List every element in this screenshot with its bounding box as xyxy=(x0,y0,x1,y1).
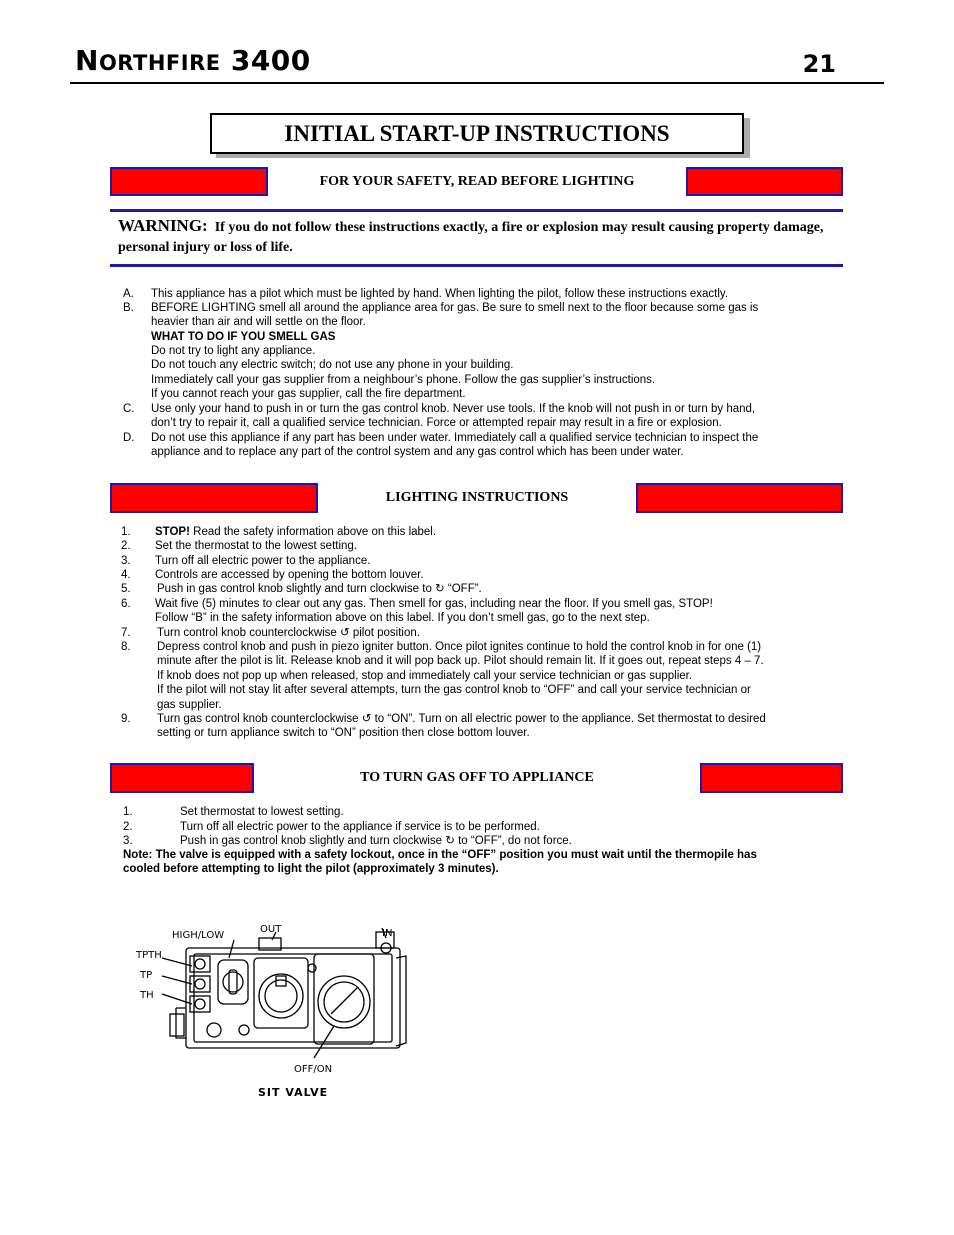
label-tp: TP xyxy=(140,970,153,981)
step-line: If knob does not pop up when released, stop and immediately call your service technician or gas supplier. xyxy=(157,669,693,682)
step-text: Read the safety information above on this label. xyxy=(189,526,437,538)
step-label: 4. xyxy=(121,569,131,581)
red-bar-right xyxy=(700,763,843,793)
warning-top-rule xyxy=(110,209,843,212)
step-label: 9. xyxy=(121,713,131,725)
item-line: Do not use this appliance if any part has been under water. Immediately call a qualified service technician to inspect the xyxy=(151,432,759,444)
main-title: INITIAL START-UP INSTRUCTIONS xyxy=(210,113,744,154)
step-line: Turn off all electric power to the appliance if service is to be performed. xyxy=(180,821,540,833)
item-label: A. xyxy=(123,288,134,300)
red-bar-left xyxy=(110,483,318,513)
note-line: cooled before attempting to light the pilot (approximately 3 minutes). xyxy=(123,863,499,876)
warning-label: WARNING: xyxy=(118,216,208,235)
step-line: setting or turn appliance switch to “ON” position then close bottom louver. xyxy=(157,727,530,740)
step-label: 1. xyxy=(121,526,131,538)
safety-heading: FOR YOUR SAFETY, READ BEFORE LIGHTING xyxy=(319,174,635,189)
label-off-on: OFF/ON xyxy=(294,1064,333,1075)
item-label: B. xyxy=(123,302,134,314)
step-line: Turn off all electric power to the appliance. xyxy=(155,555,371,567)
step-line: minute after the pilot is lit. Release knob and it will pop back up. Pilot should remain lit. If it goes out, repeat steps 4 – 7. xyxy=(157,655,764,668)
step-line: If the pilot will not stay lit after several attempts, turn the gas control knob to “OFF” and call your service technician or xyxy=(157,684,751,697)
valve-drawing xyxy=(134,918,414,1103)
lighting-heading: LIGHTING INSTRUCTIONS xyxy=(385,490,569,505)
label-in: IN xyxy=(382,928,393,939)
step-line: Wait five (5) minutes to clear out any gas. Then smell for gas, including near the floor. If you smell gas, STOP! xyxy=(155,598,713,610)
step-line: Follow “B” in the safety information above on this label. If you don’t smell gas, go to the next step. xyxy=(155,612,650,625)
step-label: 3. xyxy=(121,555,131,567)
page-number: 21 xyxy=(802,50,836,78)
step-line: Push in gas control knob slightly and turn clockwise ↻ to “OFF”, do not force. xyxy=(180,835,572,847)
item-line: If you cannot reach your gas supplier, call the fire department. xyxy=(151,388,466,401)
step-label: 6. xyxy=(121,598,131,610)
item-line: don’t try to repair it, call a qualified service technician. Force or attempted repair may result in a fire or explosion. xyxy=(151,417,722,430)
sit-valve-diagram xyxy=(134,918,414,1103)
step-label: 3. xyxy=(123,835,133,847)
step-label: 8. xyxy=(121,641,131,653)
step-line: Turn control knob counterclockwise ↺ pilot position. xyxy=(157,627,420,639)
step-lead: STOP! xyxy=(155,526,190,538)
red-bar-right xyxy=(636,483,843,513)
figure-caption: SIT VALVE xyxy=(258,1086,329,1099)
item-line: Use only your hand to push in or turn the gas control knob. Never use tools. If the knob will not push in or turn by hand, xyxy=(151,403,756,415)
red-bar-right xyxy=(686,167,843,196)
step-line: Set thermostat to lowest setting. xyxy=(180,806,344,818)
label-th: TH xyxy=(140,990,154,1001)
step-line: Controls are accessed by opening the bottom louver. xyxy=(155,569,424,581)
step-line: gas supplier. xyxy=(157,698,222,711)
item-line: WHAT TO DO IF YOU SMELL GAS xyxy=(151,331,336,343)
step-line: Set the thermostat to the lowest setting. xyxy=(155,540,357,552)
label-high-low: HIGH/LOW xyxy=(172,930,225,941)
label-out: OUT xyxy=(260,924,282,935)
item-line: Do not try to light any appliance. xyxy=(151,345,316,357)
warning-block xyxy=(118,216,838,258)
gas-off-heading: TO TURN GAS OFF TO APPLIANCE xyxy=(360,770,594,785)
document-title: NORTHFIRE 3400 xyxy=(75,44,311,77)
step-line: Depress control knob and push in piezo igniter button. Once pilot ignites continue to hold the control knob in for one (1) xyxy=(157,641,762,653)
step-line xyxy=(155,525,436,539)
item-label: D. xyxy=(123,432,135,444)
label-tpth: TPTH xyxy=(136,950,162,961)
red-bar-left xyxy=(110,167,268,196)
note-line: Note: The valve is equipped with a safety lockout, once in the “OFF” position you must wait until the thermopile has xyxy=(123,849,757,861)
item-line: heavier than air and will settle on the floor. xyxy=(151,316,366,329)
step-label: 1. xyxy=(123,806,133,818)
step-label: 7. xyxy=(121,627,131,639)
item-line: BEFORE LIGHTING smell all around the appliance area for gas. Be sure to smell next to the floor because some gas is xyxy=(151,302,759,314)
warning-text: If you do not follow these instructions exactly, a fire or explosion may result causing property damage, personal injury or loss of life. xyxy=(118,220,824,255)
step-line: Push in gas control knob slightly and turn clockwise to ↻ “OFF”. xyxy=(157,583,482,595)
item-label: C. xyxy=(123,403,135,415)
warning-bottom-rule xyxy=(110,264,843,267)
header-rule xyxy=(70,82,884,84)
step-label: 2. xyxy=(121,540,131,552)
item-line: Immediately call your gas supplier from a neighbour’s phone. Follow the gas supplier’s instructions. xyxy=(151,373,656,386)
item-line: Do not touch any electric switch; do not use any phone in your building. xyxy=(151,359,514,372)
item-line: This appliance has a pilot which must be lighted by hand. When lighting the pilot, follow these instructions exactly. xyxy=(151,288,729,300)
step-label: 2. xyxy=(123,821,133,833)
step-label: 5. xyxy=(121,583,131,595)
step-line: Turn gas control knob counterclockwise ↺ to “ON”. Turn on all electric power to the appliance. Set thermostat to desired xyxy=(157,713,766,725)
item-line: appliance and to replace any part of the control system and any gas control which has been under water. xyxy=(151,446,684,459)
red-bar-left xyxy=(110,763,254,793)
